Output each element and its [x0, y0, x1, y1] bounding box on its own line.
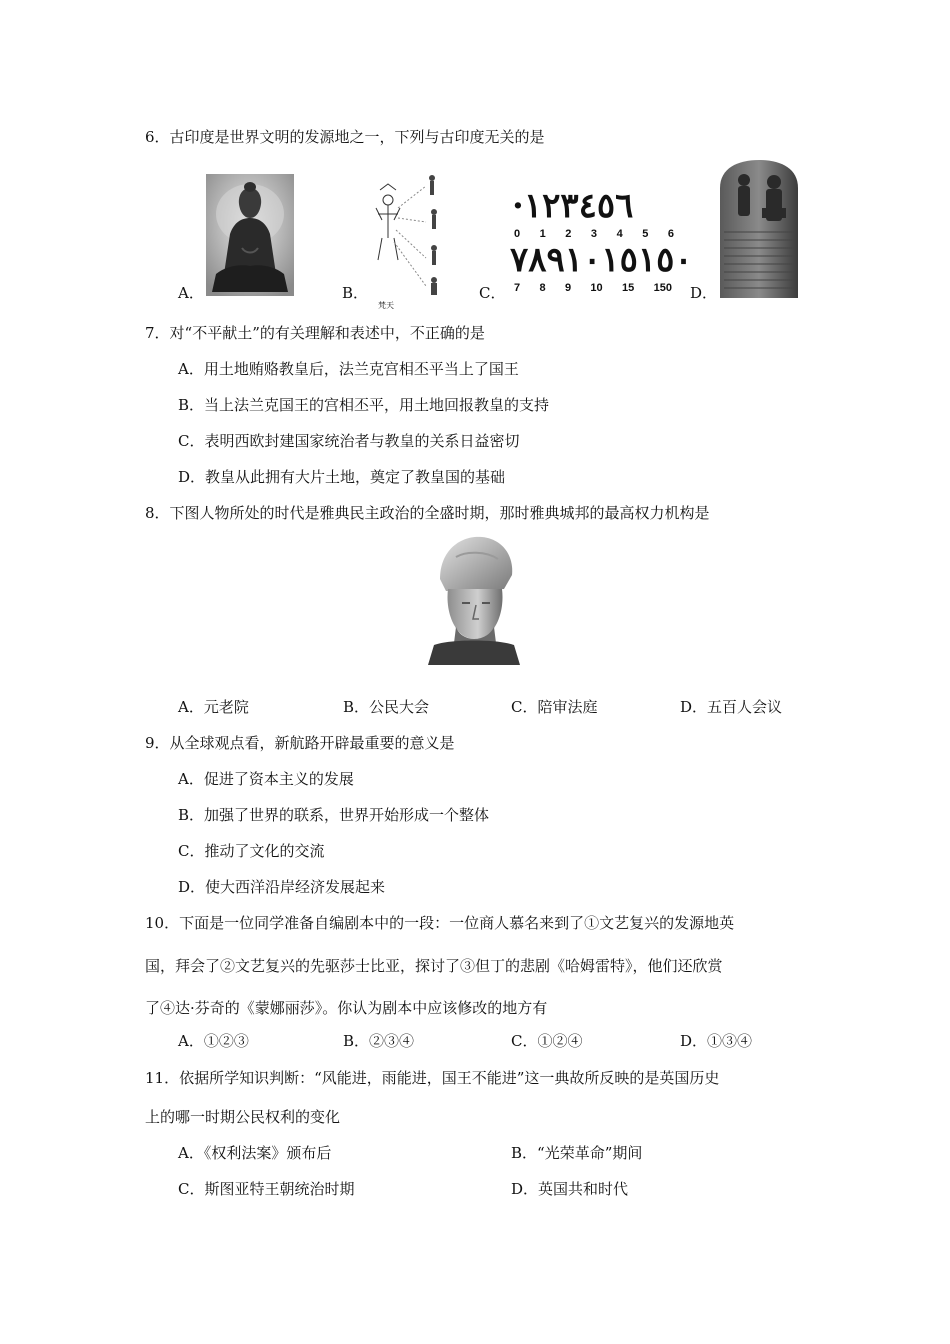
brahma-caste-diagram-image — [368, 168, 450, 302]
q8-stem: 8．下图人物所处的时代是雅典民主政治的全盛时期，那时雅典城邦的最高权力机构是 — [145, 504, 710, 522]
q7-option-d: D．教皇从此拥有大片土地，奠定了教皇国的基础 — [178, 468, 506, 486]
q10-option-a: A．①②③ — [178, 1032, 249, 1050]
q11-option-d: D．英国共和时代 — [511, 1180, 629, 1198]
q8-option-c: C．陪审法庭 — [511, 698, 598, 716]
q10-option-b: B．②③④ — [343, 1032, 415, 1050]
numeral-label: 8 — [539, 282, 546, 294]
q7-option-a: A．用土地贿赂教皇后，法兰克宫相丕平当上了国王 — [178, 360, 519, 378]
q6-caption-b: 梵天 — [378, 301, 394, 310]
q10-stem-line-3: 了④达·芬奇的《蒙娜丽莎》。你认为剧本中应该修改的地方有 — [145, 999, 548, 1017]
q9-option-a: A．促进了资本主义的发展 — [178, 770, 354, 788]
numeral-label: 4 — [616, 228, 623, 240]
numerals-glyphs-bottom: ٧٨٩١٠١٥١٥٠ — [510, 240, 693, 280]
numeral-label: 15 — [622, 282, 635, 294]
q7-stem: 7．对“不平献土”的有关理解和表述中，不正确的是 — [145, 324, 485, 342]
q7-option-c: C．表明西欧封建国家统治者与教皇的关系日益密切 — [178, 432, 520, 450]
q11-stem-line-1: 11．依据所学知识判断：“风能进，雨能进，国王不能进”这一典故所反映的是英国历史 — [145, 1069, 720, 1087]
pericles-bust-image — [426, 531, 522, 665]
numeral-label: 150 — [653, 282, 672, 294]
q8-option-d: D．五百人会议 — [680, 698, 783, 716]
numeral-label: 2 — [565, 228, 572, 240]
numeral-label: 3 — [590, 228, 598, 240]
q11-option-c: C．斯图亚特王朝统治时期 — [178, 1180, 355, 1198]
q8-option-b: B．公民大会 — [343, 698, 430, 716]
numeral-label: 6 — [667, 228, 674, 240]
q6-stem: 6．古印度是世界文明的发源地之一，下列与古印度无关的是 — [145, 128, 545, 146]
q6-label-b: B． — [342, 284, 369, 302]
q8-option-a: A．元老院 — [178, 698, 249, 716]
numeral-label: 9 — [564, 282, 572, 294]
q10-option-c: C．①②④ — [511, 1032, 583, 1050]
q10-stem-line-1: 10．下面是一位同学准备自编剧本中的一段：一位商人慕名来到了①文艺复兴的发源地英 — [145, 914, 735, 932]
numeral-label: 5 — [642, 228, 649, 240]
numerals-glyphs-top: ·١٢٣٤٥٦ — [512, 186, 634, 226]
q11-stem-line-2: 上的哪一时期公民权利的变化 — [145, 1108, 341, 1126]
q9-stem: 9．从全球观点看，新航路开辟最重要的意义是 — [145, 734, 455, 752]
q9-option-b: B．加强了世界的联系，世界开始形成一个整体 — [178, 806, 490, 824]
indian-numerals-image — [506, 186, 693, 298]
q10-option-d: D．①③④ — [680, 1032, 753, 1050]
q11-option-a: A．《权利法案》颁布后 — [178, 1144, 332, 1162]
q6-label-a: A． — [178, 284, 204, 302]
q9-option-c: C．推动了文化的交流 — [178, 842, 325, 860]
buddha-statue-image — [206, 174, 294, 296]
q9-option-d: D．使大西洋沿岸经济发展起来 — [178, 878, 386, 896]
numeral-label: 1 — [539, 228, 546, 240]
q11-option-b: B．“光荣革命”期间 — [511, 1144, 643, 1162]
q10-stem-line-2: 国，拜会了②文艺复兴的先驱莎士比亚，探讨了③但丁的悲剧《哈姆雷特》，他们还欣赏 — [145, 957, 723, 975]
numeral-label: 0 — [514, 228, 521, 240]
numeral-label: 10 — [590, 282, 603, 294]
q7-option-b: B．当上法兰克国王的宫相丕平，用土地回报教皇的支持 — [178, 396, 550, 414]
q6-label-d: D． — [690, 284, 718, 302]
numeral-label: 7 — [514, 282, 521, 294]
q6-label-c: C． — [479, 284, 506, 302]
hammurabi-stele-image — [714, 158, 804, 298]
